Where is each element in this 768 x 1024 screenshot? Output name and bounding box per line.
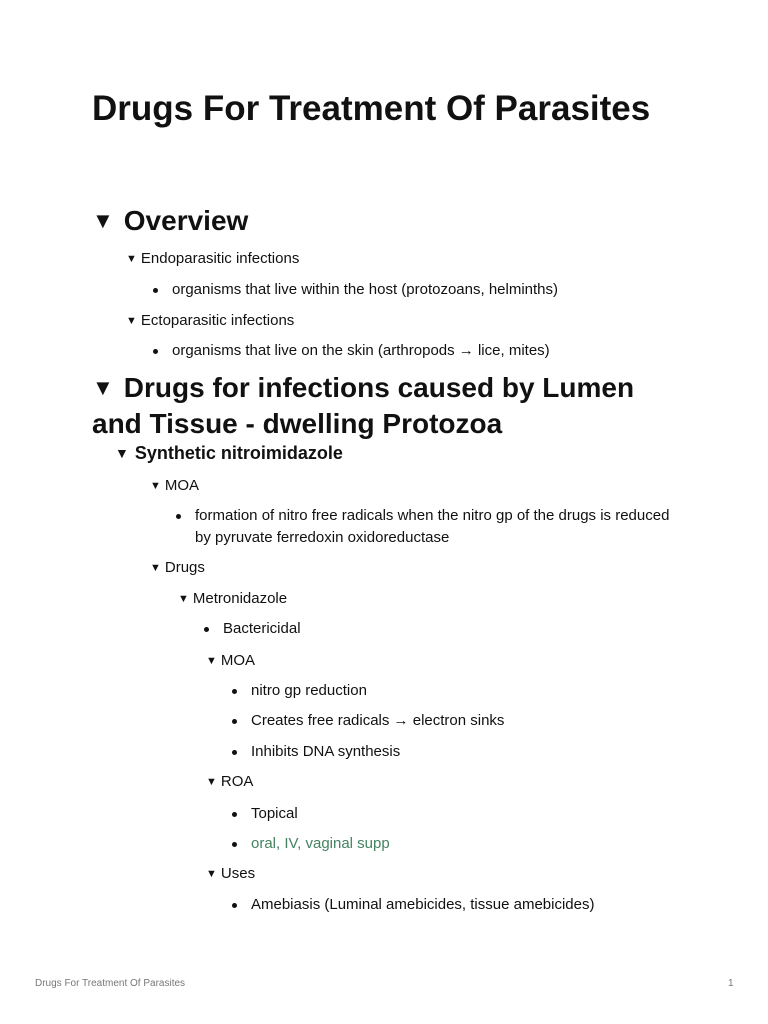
list-item-text: nitro gp reduction <box>251 682 367 699</box>
toggle-label: Endoparasitic infections <box>140 250 300 267</box>
page-number: 1 <box>728 978 734 989</box>
list-item-text: formation of nitro free radicals when the nitro gp of the drugs is reduced by pyruvate ferredoxin oxidoreductase <box>195 507 670 546</box>
triangle-down-icon[interactable]: ▼ <box>150 480 161 492</box>
toggle-metronidazole-uses[interactable] <box>206 864 255 884</box>
toggle-label: MOA <box>164 477 200 494</box>
triangle-down-icon[interactable]: ▼ <box>178 593 189 605</box>
toggle-label: MOA <box>220 652 256 669</box>
toggle-metronidazole-moa[interactable] <box>206 651 255 671</box>
list-item <box>223 618 623 640</box>
list-item-text: Inhibits DNA synthesis <box>251 743 401 760</box>
heading-text: Overview <box>123 205 249 236</box>
triangle-down-icon[interactable]: ▼ <box>206 868 217 880</box>
toggle-heading-overview[interactable] <box>92 203 692 239</box>
triangle-down-icon[interactable]: ▼ <box>126 315 137 327</box>
triangle-down-icon[interactable]: ▼ <box>92 375 114 400</box>
triangle-down-icon[interactable]: ▼ <box>150 562 161 574</box>
list-item-highlighted <box>251 833 671 855</box>
triangle-down-icon[interactable]: ▼ <box>206 655 217 667</box>
list-item <box>251 894 691 916</box>
toggle-drugs[interactable] <box>150 558 205 578</box>
toggle-label: ROA <box>220 773 254 790</box>
bullet-dot-icon <box>232 903 237 908</box>
toggle-metronidazole[interactable] <box>178 589 287 609</box>
bullet-dot-icon <box>232 689 237 694</box>
triangle-down-icon[interactable]: ▼ <box>126 253 137 265</box>
toggle-metronidazole-roa[interactable] <box>206 772 253 792</box>
triangle-down-icon[interactable]: ▼ <box>115 445 129 461</box>
page-title: Drugs For Treatment Of Parasites <box>92 89 651 128</box>
list-item-text: organisms that live on the skin (arthropods → lice, mites) <box>172 342 550 359</box>
list-item <box>251 803 671 825</box>
triangle-down-icon[interactable]: ▼ <box>206 776 217 788</box>
toggle-heading-nitroimidazole[interactable] <box>115 441 343 465</box>
list-item <box>172 279 692 301</box>
toggle-moa[interactable] <box>150 476 199 496</box>
triangle-down-icon[interactable]: ▼ <box>92 208 114 233</box>
list-item-text: organisms that live within the host (protozoans, helminths) <box>172 281 559 298</box>
bullet-dot-icon <box>232 719 237 724</box>
heading-text: Synthetic nitroimidazole <box>134 443 343 463</box>
list-item-text: Amebiasis (Luminal amebicides, tissue amebicides) <box>251 896 595 913</box>
list-item-text: Creates free radicals → electron sinks <box>251 712 505 729</box>
list-item <box>195 505 675 549</box>
heading-text: Drugs for infections caused by Lumen and Tissue - dwelling Protozoa <box>92 372 635 439</box>
list-item <box>251 710 671 732</box>
list-item <box>251 741 671 763</box>
toggle-heading-protozoa-drugs[interactable] <box>92 370 682 442</box>
toggle-label: Metronidazole <box>192 590 288 607</box>
toggle-label: Ectoparasitic infections <box>140 312 295 329</box>
list-item-text: Bactericidal <box>223 620 301 637</box>
bullet-dot-icon <box>153 349 158 354</box>
toggle-label: Drugs <box>164 559 205 576</box>
toggle-ectoparasitic[interactable] <box>126 311 294 331</box>
bullet-dot-icon <box>232 842 237 847</box>
list-item <box>251 680 671 702</box>
list-item-text: Topical <box>251 805 298 822</box>
bullet-dot-icon <box>204 627 209 632</box>
list-item <box>172 340 692 362</box>
footer-title: Drugs For Treatment Of Parasites <box>35 978 186 989</box>
toggle-label: Uses <box>220 865 256 882</box>
bullet-dot-icon <box>176 514 181 519</box>
bullet-dot-icon <box>153 288 158 293</box>
bullet-dot-icon <box>232 750 237 755</box>
bullet-dot-icon <box>232 812 237 817</box>
toggle-endoparasitic[interactable] <box>126 249 299 269</box>
list-item-text: oral, IV, vaginal supp <box>251 835 390 852</box>
